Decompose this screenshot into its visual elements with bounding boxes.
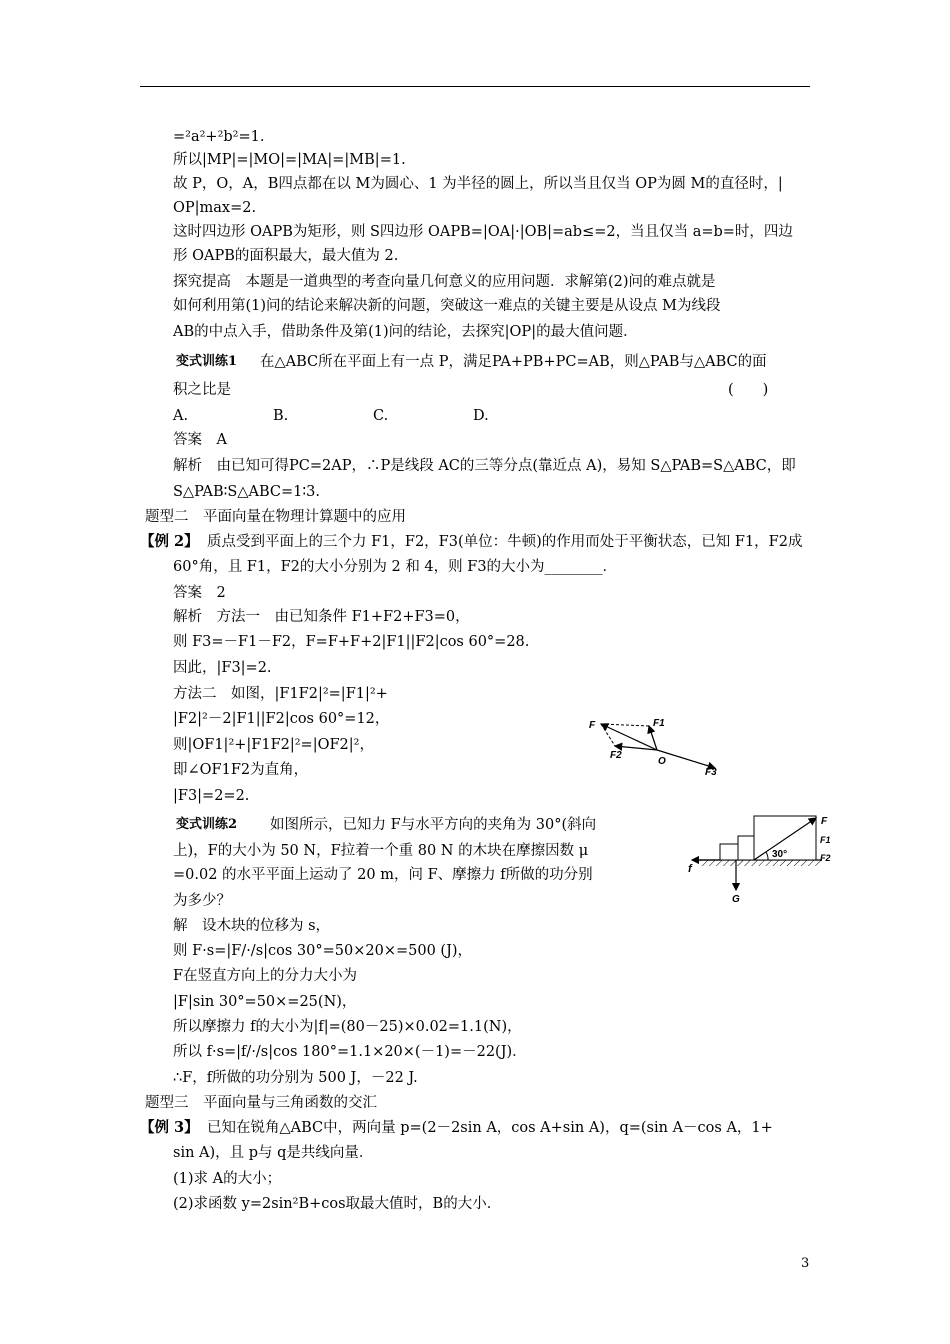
small-block xyxy=(720,844,738,860)
line-29: 上)，F的大小为 50 N，F拉着一个重 80 N 的木块在摩擦因数 μ xyxy=(173,843,589,859)
line-21: 则 F3=－F1－F2，F=F+F+2|F1||F2|cos 60°=28. xyxy=(173,634,530,650)
page-number: 3 xyxy=(801,1256,810,1271)
line-36: 所以摩擦力 f的大小为|f|=(80－25)×0.02=1.1(N)， xyxy=(173,1019,522,1035)
label-friction: f xyxy=(688,863,692,875)
option-a: A. xyxy=(173,408,189,424)
line-40: 已知在锐角△ABC中，两向量 p=(2－2sin A，cos A+sin A)，q=(sin A－cos A，1+ xyxy=(207,1120,773,1136)
line-37: 所以 f·s=|f/·/s|cos 180°=1.1×20×(－1)=－22(J)． xyxy=(173,1044,527,1060)
line-10: 在△ABC所在平面上有一点 P，满足PA+PB+PC=AB，则△PAB与△ABC的面 xyxy=(260,354,767,370)
label-f2: F2 xyxy=(820,853,831,863)
line-34: F在竖直方向上的分力大小为 xyxy=(173,968,358,984)
variant-training-2-tag: 变式训练2 xyxy=(176,817,238,832)
line-08: 如何利用第(1)问的结论来解决新的问题，突破这一难点的关键主要是从设点 M为线段 xyxy=(173,298,721,314)
line-04: OP|max=2. xyxy=(173,200,257,216)
line-13: 答案 A xyxy=(173,432,227,448)
force-vector-figure xyxy=(585,712,725,778)
example-3-tag: 【例 3】 xyxy=(140,1119,199,1136)
line-06: 形 OAPB的面积最大，最大值为 2. xyxy=(173,248,399,264)
line-01: =²a²+²b²=1. xyxy=(173,129,265,145)
line-26: 即∠OF1F2为直角， xyxy=(173,762,309,778)
label-gravity: G xyxy=(732,894,740,905)
line-43: (2)求函数 y=2sin²B+cos取最大值时，B的大小． xyxy=(173,1196,502,1212)
line-42: (1)求 A的大小； xyxy=(173,1171,282,1187)
line-07: 探究提高 本题是一道典型的考查向量几何意义的应用问题．求解第(2)问的难点就是 xyxy=(173,274,716,290)
line-18: 60°角，且 F1，F2的大小分别为 2 和 4，则 F3的大小为________． xyxy=(173,559,618,575)
line-32: 解 设木块的位移为 s， xyxy=(173,918,331,934)
example-2-tag: 【例 2】 xyxy=(140,533,199,550)
line-14: 解析 由已知可得PC=2AP，∴P是线段 AC的三等分点(靠近点 A)，易知 S△PAB=S△ABC，即 xyxy=(173,458,796,474)
line-22: 因此，|F3|=2. xyxy=(173,660,272,676)
label-f3: F3 xyxy=(705,767,717,778)
line-15: S△PAB∶S△ABC=1∶3. xyxy=(173,484,320,500)
line-30: =0.02 的水平平面上运动了 20 m，问 F、摩擦力 f所做的功分别 xyxy=(173,867,593,883)
line-25: 则|OF1|²+|F1F2|²=|OF2|²， xyxy=(173,737,374,753)
header-rule xyxy=(140,86,810,87)
line-09: AB的中点入手，借助条件及第(1)问的结论，去探究|OP|的最大值问题． xyxy=(173,324,638,340)
block-force-figure xyxy=(680,810,840,910)
ground-hatch xyxy=(700,860,822,866)
large-block xyxy=(738,836,754,860)
line-17: 质点受到平面上的三个力 F1，F2，F3(单位：牛顿)的作用而处于平衡状态，已知 F1，F2成 xyxy=(207,534,803,550)
label-f: F xyxy=(821,816,828,827)
line-24: |F2|²－2|F1||F2|cos 60°=12， xyxy=(173,711,390,727)
label-o: O xyxy=(658,756,666,767)
line-20: 解析 方法一 由已知条件 F1+F2+F3=0， xyxy=(173,609,470,625)
line-23: 方法二 如图，|F1F2|²=|F1|²+ xyxy=(173,686,388,702)
label-f1: F1 xyxy=(653,718,665,729)
line-03: 故 P，O，A，B四点都在以 M为圆心、1 为半径的圆上，所以当且仅当 OP为圆 M的直径时，| xyxy=(173,176,783,192)
dashed-top-line xyxy=(601,724,649,726)
label-f1: F1 xyxy=(820,835,831,845)
line-11: 积之比是 xyxy=(173,382,231,398)
line-38: ∴F，f所做的功分别为 500 J，－22 J. xyxy=(173,1070,418,1086)
line-02: 所以|MP|=|MO|=|MA|=|MB|=1. xyxy=(173,152,406,168)
label-f2: F2 xyxy=(610,750,622,761)
line-28: 如图所示，已知力 F与水平方向的夹角为 30°(斜向 xyxy=(270,817,597,833)
label-f: F xyxy=(589,720,596,731)
answer-paren: ( ) xyxy=(728,382,769,398)
variant-training-1-tag: 变式训练1 xyxy=(176,354,238,369)
option-c: C. xyxy=(373,408,389,424)
section-2-heading: 题型二 平面向量在物理计算题中的应用 xyxy=(145,509,406,525)
option-b: B. xyxy=(273,408,289,424)
line-19: 答案 2 xyxy=(173,585,226,601)
line-05: 这时四边形 OAPB为矩形，则 S四边形 OAPB=|OA|·|OB|=ab≤=2，当且仅当 a=b=时，四边 xyxy=(173,224,793,240)
section-3-heading: 题型三 平面向量与三角函数的交汇 xyxy=(145,1095,377,1111)
line-27: |F3|=2=2. xyxy=(173,788,250,804)
line-41: sin A)，且 p与 q是共线向量． xyxy=(173,1145,374,1161)
line-33: 则 F·s=|F/·/s|cos 30°=50×20×=500 (J)， xyxy=(173,943,473,959)
line-35: |F|sin 30°=50×=25(N)， xyxy=(173,994,357,1010)
option-d: D. xyxy=(473,408,489,424)
line-31: 为多少？ xyxy=(173,893,231,909)
label-angle: 30° xyxy=(772,849,788,860)
